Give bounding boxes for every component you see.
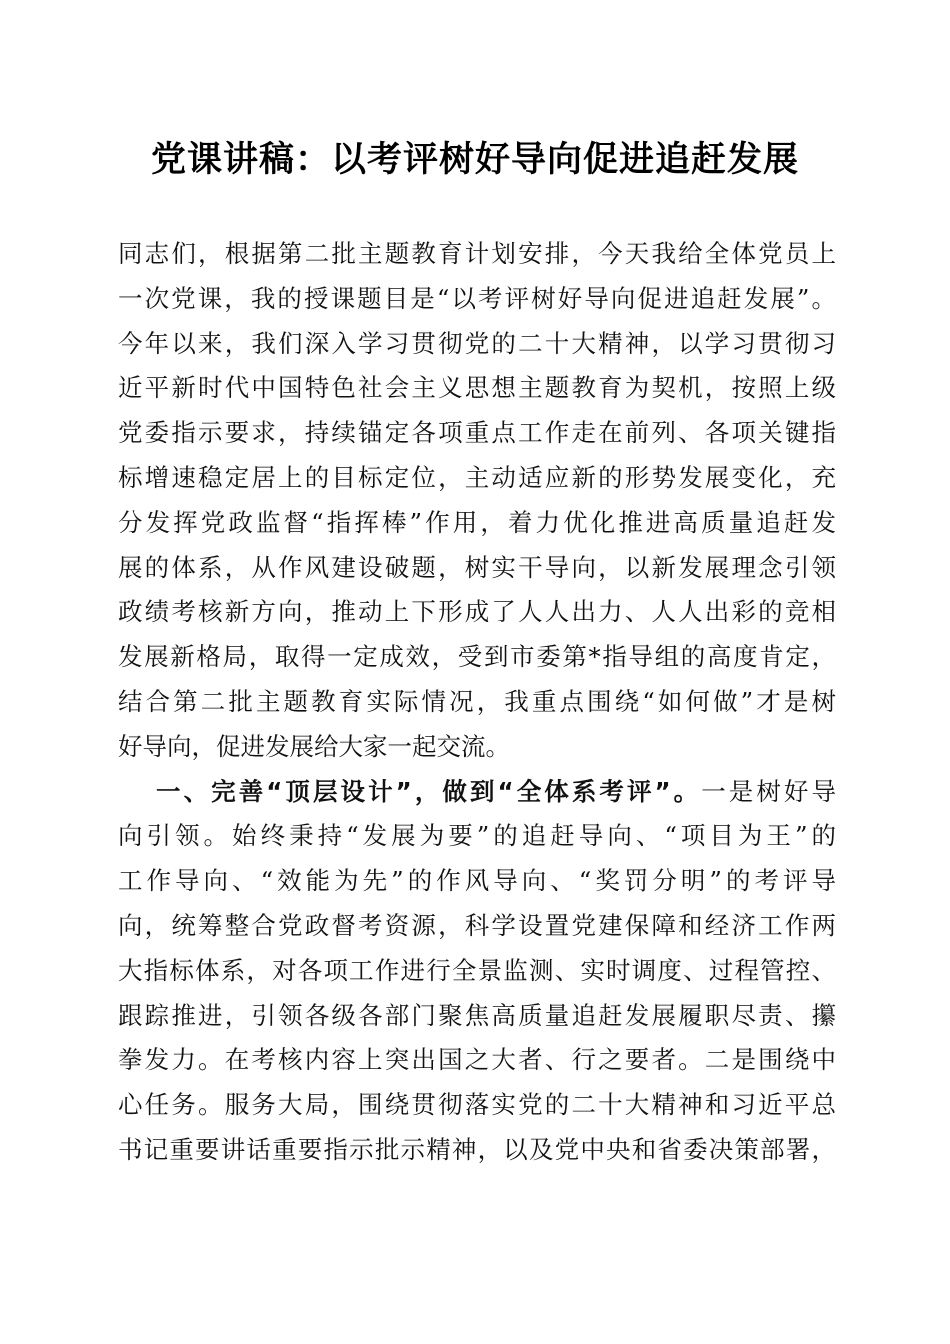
document-body [118,232,836,1173]
text-line: 工作导向、“效能为先”的作风导向、“奖罚分明”的考评导 [118,866,836,896]
text-line: 同志们，根据第二批主题教育计划安排，今天我给全体党员上 [118,239,836,268]
text-line: 分发挥党政监督“指挥棒”作用，着力优化推进高质量追赶发 [118,507,836,537]
text-line: 好导向，促进发展给大家一起交流。 [118,731,510,761]
paragraph-intro [118,232,836,770]
section-heading: 一、完善“顶层设计”，做到“全体系考评”。 [156,776,702,806]
text-line: 结合第二批主题教育实际情况，我重点围绕“如何做”才是树 [118,686,836,716]
document-title: 党课讲稿：以考评树好导向促进追赶发展 [150,139,799,180]
text-line: 大指标体系，对各项工作进行全景监测、实时调度、过程管控、 [118,955,836,985]
text-line: 近平新时代中国特色社会主义思想主题教育为契机，按照上级 [118,373,836,403]
text-line: 跟踪推进，引领各级各部门聚焦高质量追赶发展履职尽责、攥 [118,1000,836,1030]
text-line: 向引领。始终秉持“发展为要”的追赶导向、“项目为王”的 [118,821,836,851]
text-line: 发展新格局，取得一定成效，受到市委第*指导组的高度肯定， [118,642,836,672]
text-line: 拳发力。在考核内容上突出国之大者、行之要者。二是围绕中 [118,1045,836,1075]
text-line: 党委指示要求，持续锚定各项重点工作走在前列、各项关键指 [118,418,836,448]
section-first-line [118,770,836,815]
text-line: 向，统筹整合党政督考资源，科学设置党建保障和经济工作两 [118,910,836,940]
text-line: 展的体系，从作风建设破题，树实干导向，以新发展理念引领 [118,552,836,582]
text-line: 一次党课，我的授课题目是“以考评树好导向促进追赶发展”。 [118,283,836,313]
section-first-line-rest: 一是树好导 [701,776,836,806]
text-line: 书记重要讲话重要指示批示精神，以及党中央和省委决策部署， [118,1134,836,1164]
text-line: 心任务。服务大局，围绕贯彻落实党的二十大精神和习近平总 [118,1090,836,1120]
text-line: 政绩考核新方向，推动上下形成了人人出力、人人出彩的竞相 [118,597,836,627]
text-line: 标增速稳定居上的目标定位，主动适应新的形势发展变化，充 [118,462,836,492]
text-line: 今年以来，我们深入学习贯彻党的二十大精神，以学习贯彻习 [118,328,836,358]
paragraph-section-1 [118,770,836,1173]
